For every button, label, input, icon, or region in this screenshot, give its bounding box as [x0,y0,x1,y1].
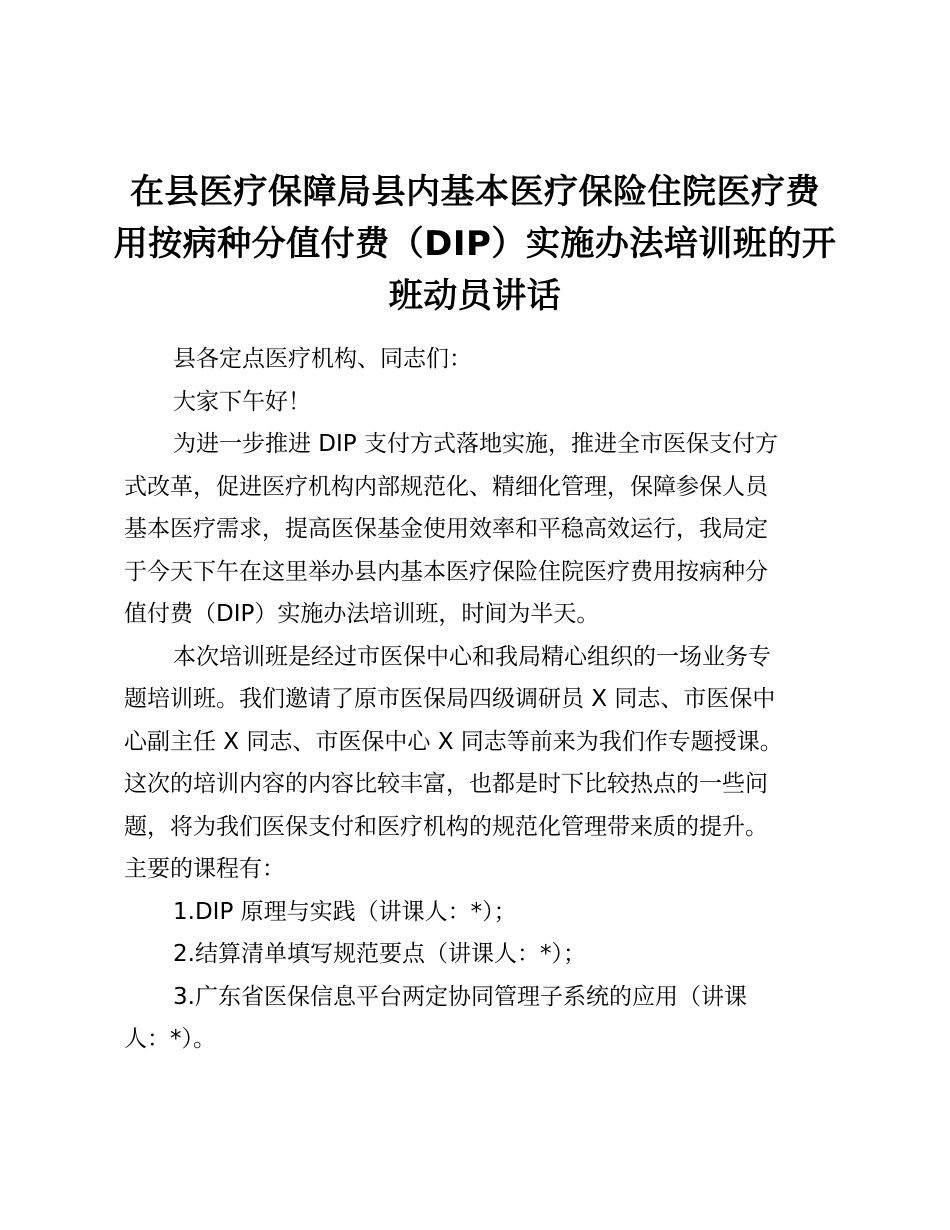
paragraph-1-line-2: 式改革，促进医疗机构内部规范化、精细化管理，保障参保人员 [124,473,768,500]
document-title [100,166,850,322]
paragraph-1-line-4: 于今天下午在这里举办县内基本医疗保险住院医疗费用按病种分 [124,558,768,585]
paragraph-2-line-2: 题培训班。我们邀请了原市医保局四级调研员 X 同志、市医保中 [124,686,776,712]
title-line-1: 在县医疗保障局县内基本医疗保险住院医疗费 [130,172,820,212]
salutation: 县各定点医疗机构、同志们： [173,346,472,372]
title-line-2: 用按病种分值付费（DIP）实施办法培训班的开 [113,224,837,264]
course-item-2: 2.结算清单填写规范要点（讲课人：*）； [173,941,586,967]
course-item-1: 1.DIP 原理与实践（讲课人：*）； [173,898,517,925]
paragraph-1-line-1: 为进一步推进 DIP 支付方式落地实施，推进全市医保支付方 [173,431,778,457]
paragraph-2-line-6: 主要的课程有： [124,856,285,882]
course-item-3-line-1: 3.广东省医保信息平台两定协同管理子系统的应用（讲课 [173,983,747,1010]
paragraph-2-line-1: 本次培训班是经过市医保中心和我局精心组织的一场业务专 [173,643,771,670]
paragraph-2-line-5: 题，将为我们医保支付和医疗机构的规范化管理带来质的提升。 [124,813,768,840]
paragraph-1-line-5: 值付费（DIP）实施办法培训班，时间为半天。 [124,601,600,627]
paragraph-2-line-4: 这次的培训内容的内容比较丰富，也都是时下比较热点的一些问 [124,771,768,797]
paragraph-2-line-3: 心副主任 X 同志、市医保中心 X 同志等前来为我们作专题授课。 [124,728,783,755]
title-line-3: 班动员讲话 [388,276,562,316]
greeting: 大家下午好！ [173,388,311,415]
course-item-3-line-2: 人：*）。 [124,1026,216,1052]
document-body [124,338,824,1061]
paragraph-1-line-3: 基本医疗需求，提高医保基金使用效率和平稳高效运行，我局定 [124,516,768,542]
